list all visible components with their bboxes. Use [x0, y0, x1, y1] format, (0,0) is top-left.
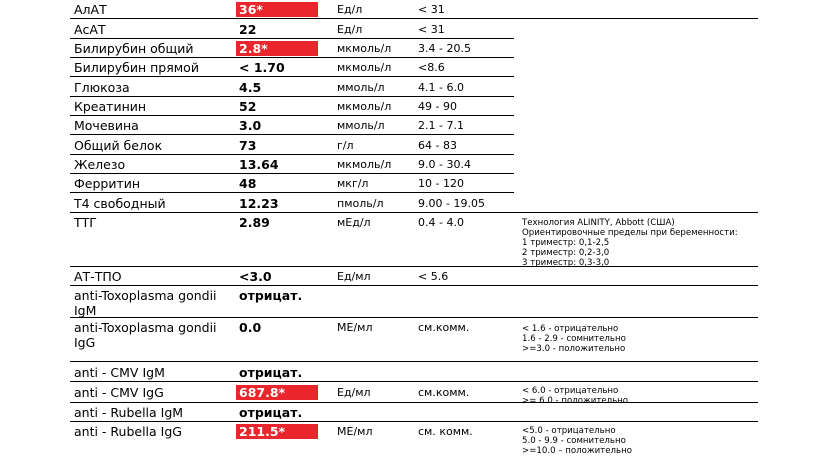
unit: МЕ/мл [337, 425, 373, 438]
test-name: Т4 свободный [74, 196, 166, 211]
test-name: Мочевина [74, 118, 139, 133]
table-row [70, 135, 514, 155]
result-value: 48 [239, 176, 257, 191]
reference-range: 0.4 - 4.0 [418, 216, 464, 229]
unit: Ед/мл [337, 270, 371, 283]
table-row [70, 155, 514, 174]
unit: мкмоль/л [337, 42, 392, 55]
unit: Ед/мл [337, 386, 371, 399]
reference-range: 2.1 - 7.1 [418, 119, 464, 132]
reference-note-line: 5.0 - 9.9 - сомнительно [522, 436, 626, 446]
table-row [70, 422, 632, 463]
flagged-result-value: 2.8* [236, 41, 318, 56]
table-row [70, 382, 758, 406]
result-value: отрицат. [239, 365, 303, 380]
result-value: 73 [239, 138, 257, 153]
reference-note [522, 218, 762, 268]
table-row [70, 193, 758, 213]
result-value: 12.23 [239, 196, 279, 211]
unit: МЕ/мл [337, 321, 373, 334]
result-value: 22 [239, 22, 257, 37]
flagged-result-value: 36* [236, 2, 318, 17]
reference-note-line: >=3.0 - положительно [522, 344, 626, 354]
test-name: АлАТ [74, 2, 107, 17]
reference-note-line: >=10.0 – положительно [522, 446, 632, 456]
reference-note-line: Технология ALINITY, Abbott (США) [522, 218, 675, 228]
reference-range: < 31 [418, 3, 445, 16]
reference-range: 3.4 - 20.5 [418, 42, 471, 55]
table-row [70, 362, 758, 382]
unit: мЕд/л [337, 216, 371, 229]
reference-range: < 5.6 [418, 270, 449, 283]
result-value: 2.89 [239, 215, 270, 230]
result-value: отрицат. [239, 288, 303, 303]
flagged-result-value: 211.5* [236, 424, 318, 439]
reference-range: 4.1 - 6.0 [418, 81, 464, 94]
reference-note [522, 426, 762, 456]
table-row [70, 318, 758, 362]
result-value: 13.64 [239, 157, 279, 172]
table-row [70, 39, 514, 58]
reference-range: 9.00 - 19.05 [418, 197, 485, 210]
reference-range: см.комм. [418, 321, 470, 334]
unit: г/л [337, 139, 354, 152]
reference-range: 9.0 - 30.4 [418, 158, 471, 171]
test-name: Ферритин [74, 176, 141, 191]
table-row [70, 97, 514, 116]
result-value: 0.0 [239, 320, 262, 335]
test-name: anti - CMV IgM [74, 365, 165, 380]
reference-range: 10 - 120 [418, 177, 464, 190]
reference-range: 49 - 90 [418, 100, 457, 113]
result-value: <3.0 [239, 269, 272, 284]
test-name: Билирубин общий [74, 41, 194, 56]
test-name: anti-Toxoplasma gondii IgG [74, 320, 217, 350]
result-value: 4.5 [239, 80, 262, 95]
reference-note-line: >= 6.0 - положительно [522, 396, 629, 406]
unit: мкмоль/л [337, 100, 392, 113]
table-row [70, 19, 514, 39]
reference-note-line: < 6.0 - отрицательно [522, 386, 619, 396]
test-name: АсАТ [74, 22, 106, 37]
table-row [70, 174, 514, 193]
reference-note-line: 2 триместр: 0,2-3,0 [522, 248, 610, 258]
reference-note-line: 1 триместр: 0,1-2,5 [522, 238, 610, 248]
unit: мкмоль/л [337, 158, 392, 171]
table-row [70, 77, 514, 97]
result-value: 3.0 [239, 118, 262, 133]
table-row [70, 116, 514, 135]
reference-note-line: 1.6 - 2.9 - сомнительно [522, 334, 626, 344]
test-name: Общий белок [74, 138, 163, 153]
lab-results-table [70, 0, 758, 463]
test-name: ТТГ [74, 215, 97, 230]
result-value: < 1.70 [239, 60, 285, 75]
unit: ммоль/л [337, 81, 385, 94]
reference-note-line: <5.0 - отрицательно [522, 426, 616, 436]
test-name: anti-Toxoplasma gondii IgM [74, 288, 217, 318]
test-name: anti - CMV IgG [74, 385, 164, 400]
reference-range: < 31 [418, 23, 445, 36]
unit: мкг/л [337, 177, 369, 190]
reference-note-line: 3 триместр: 0,3-3,0 [522, 258, 610, 268]
reference-range: см.комм. [418, 386, 470, 399]
reference-note [522, 324, 762, 354]
test-name: Глюкоза [74, 80, 130, 95]
unit: Ед/л [337, 23, 363, 36]
reference-range: 64 - 83 [418, 139, 457, 152]
test-name: Железо [74, 157, 126, 172]
test-name: АТ-ТПО [74, 269, 122, 284]
flagged-result-value: 687.8* [236, 385, 318, 400]
result-value: 52 [239, 99, 257, 114]
test-name: anti - Rubella IgG [74, 424, 182, 439]
table-row [70, 213, 758, 267]
test-name: Креатинин [74, 99, 147, 114]
table-row [70, 58, 514, 77]
unit: мкмоль/л [337, 61, 392, 74]
reference-note-line: Ориентировочные пределы при беременности: [522, 228, 738, 238]
reference-note-line: < 1.6 - отрицательно [522, 324, 619, 334]
table-row [70, 403, 758, 422]
test-name: Билирубин прямой [74, 60, 199, 75]
unit: Ед/л [337, 3, 363, 16]
reference-range: <8.6 [418, 61, 445, 74]
table-row [70, 286, 758, 318]
table-row [70, 0, 758, 19]
unit: пмоль/л [337, 197, 384, 210]
reference-range: см. комм. [418, 425, 473, 438]
test-name: anti - Rubella IgM [74, 405, 184, 420]
result-value: отрицат. [239, 405, 303, 420]
unit: ммоль/л [337, 119, 385, 132]
table-row [70, 267, 758, 286]
